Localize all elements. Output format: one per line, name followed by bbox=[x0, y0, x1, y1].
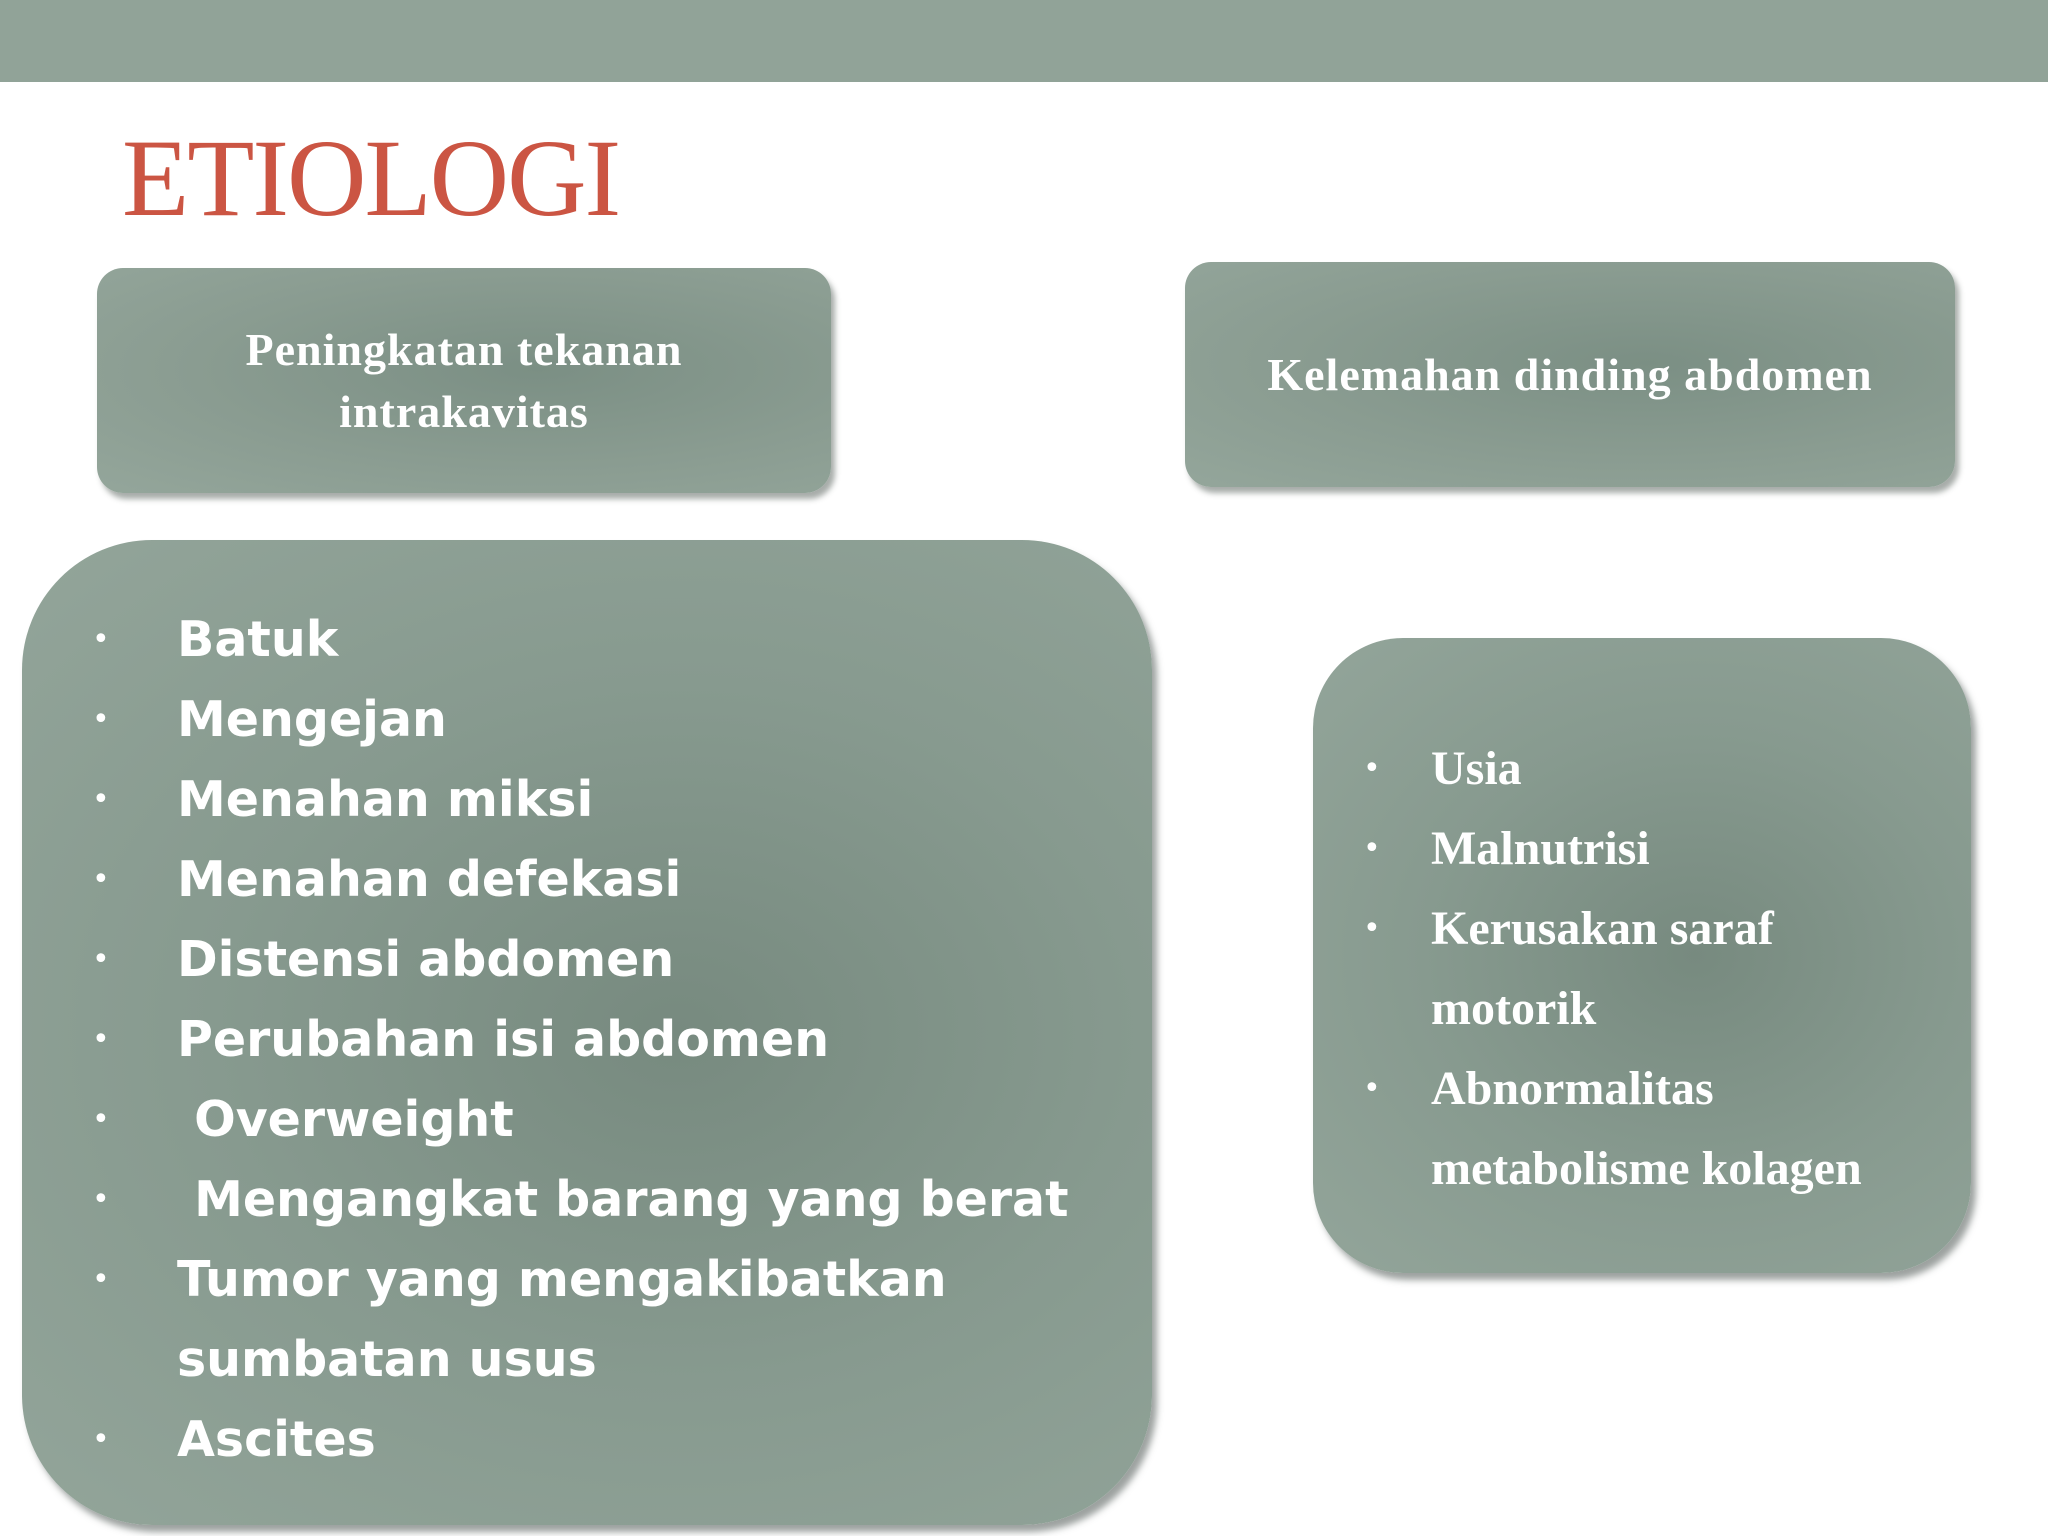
header-box-abdominal-wall-weakness bbox=[1185, 262, 1955, 487]
bullet-icon: • bbox=[1363, 751, 1381, 786]
causes-list-pressure bbox=[92, 600, 1152, 1480]
list-item bbox=[92, 760, 1152, 840]
header-label: Kelemahan dinding abdomen bbox=[1267, 348, 1873, 400]
list-item bbox=[1363, 809, 1971, 889]
bullet-icon: • bbox=[92, 782, 110, 817]
list-item-label: Overweight bbox=[177, 1091, 514, 1148]
bullet-icon: • bbox=[92, 1022, 110, 1057]
list-item bbox=[92, 680, 1152, 760]
list-item-label: Mengangkat barang yang berat bbox=[177, 1171, 1069, 1228]
bullet-icon: • bbox=[92, 1262, 110, 1297]
causes-list-wall-weakness bbox=[1363, 729, 1971, 1209]
bullet-icon: • bbox=[92, 862, 110, 897]
list-item bbox=[1363, 889, 1971, 1049]
list-item-label: Menahan miksi bbox=[177, 771, 594, 828]
list-item-label: Abnormalitas bbox=[1431, 1062, 1714, 1115]
list-item-label: Tumor yang mengakibatkan bbox=[177, 1251, 947, 1308]
header-box-intracavity-pressure bbox=[97, 268, 831, 493]
header-line-2: intrakavitas bbox=[339, 385, 589, 437]
list-item-label-continued: motorik bbox=[1431, 982, 1597, 1035]
bullet-icon: • bbox=[92, 942, 110, 977]
list-item-label: Mengejan bbox=[177, 691, 447, 748]
causes-panel-wall-weakness bbox=[1313, 638, 1971, 1273]
list-item bbox=[92, 920, 1152, 1000]
list-item-label: Batuk bbox=[177, 611, 339, 668]
bullet-icon: • bbox=[92, 1422, 110, 1457]
list-item-label: Malnutrisi bbox=[1431, 822, 1650, 875]
list-item bbox=[92, 1400, 1152, 1480]
list-item bbox=[1363, 729, 1971, 809]
list-item bbox=[92, 1000, 1152, 1080]
bullet-icon: • bbox=[92, 702, 110, 737]
list-item bbox=[92, 840, 1152, 920]
list-item-label: Usia bbox=[1431, 742, 1522, 795]
header-line-1: Peningkatan tekanan bbox=[245, 323, 683, 375]
bullet-icon: • bbox=[1363, 911, 1381, 946]
list-item-label: Perubahan isi abdomen bbox=[177, 1011, 830, 1068]
list-item bbox=[92, 1240, 1152, 1400]
bullet-icon: • bbox=[92, 1182, 110, 1217]
bullet-icon: • bbox=[92, 622, 110, 657]
list-item-label: Kerusakan saraf bbox=[1431, 902, 1774, 955]
list-item-label: Distensi abdomen bbox=[177, 931, 675, 988]
bullet-icon: • bbox=[1363, 1071, 1381, 1106]
list-item bbox=[92, 1160, 1152, 1240]
list-item-label-continued: metabolisme kolagen bbox=[1431, 1142, 1862, 1195]
causes-panel-pressure bbox=[22, 540, 1152, 1525]
list-item bbox=[92, 600, 1152, 680]
list-item-label: Ascites bbox=[177, 1411, 376, 1468]
list-item-label-continued: sumbatan usus bbox=[177, 1331, 597, 1388]
list-item bbox=[1363, 1049, 1971, 1209]
bullet-icon: • bbox=[1363, 831, 1381, 866]
list-item bbox=[92, 1080, 1152, 1160]
top-accent-bar bbox=[0, 0, 2048, 82]
slide-title: ETIOLOGI bbox=[122, 117, 620, 239]
bullet-icon: • bbox=[92, 1102, 110, 1137]
list-item-label: Menahan defekasi bbox=[177, 851, 682, 908]
